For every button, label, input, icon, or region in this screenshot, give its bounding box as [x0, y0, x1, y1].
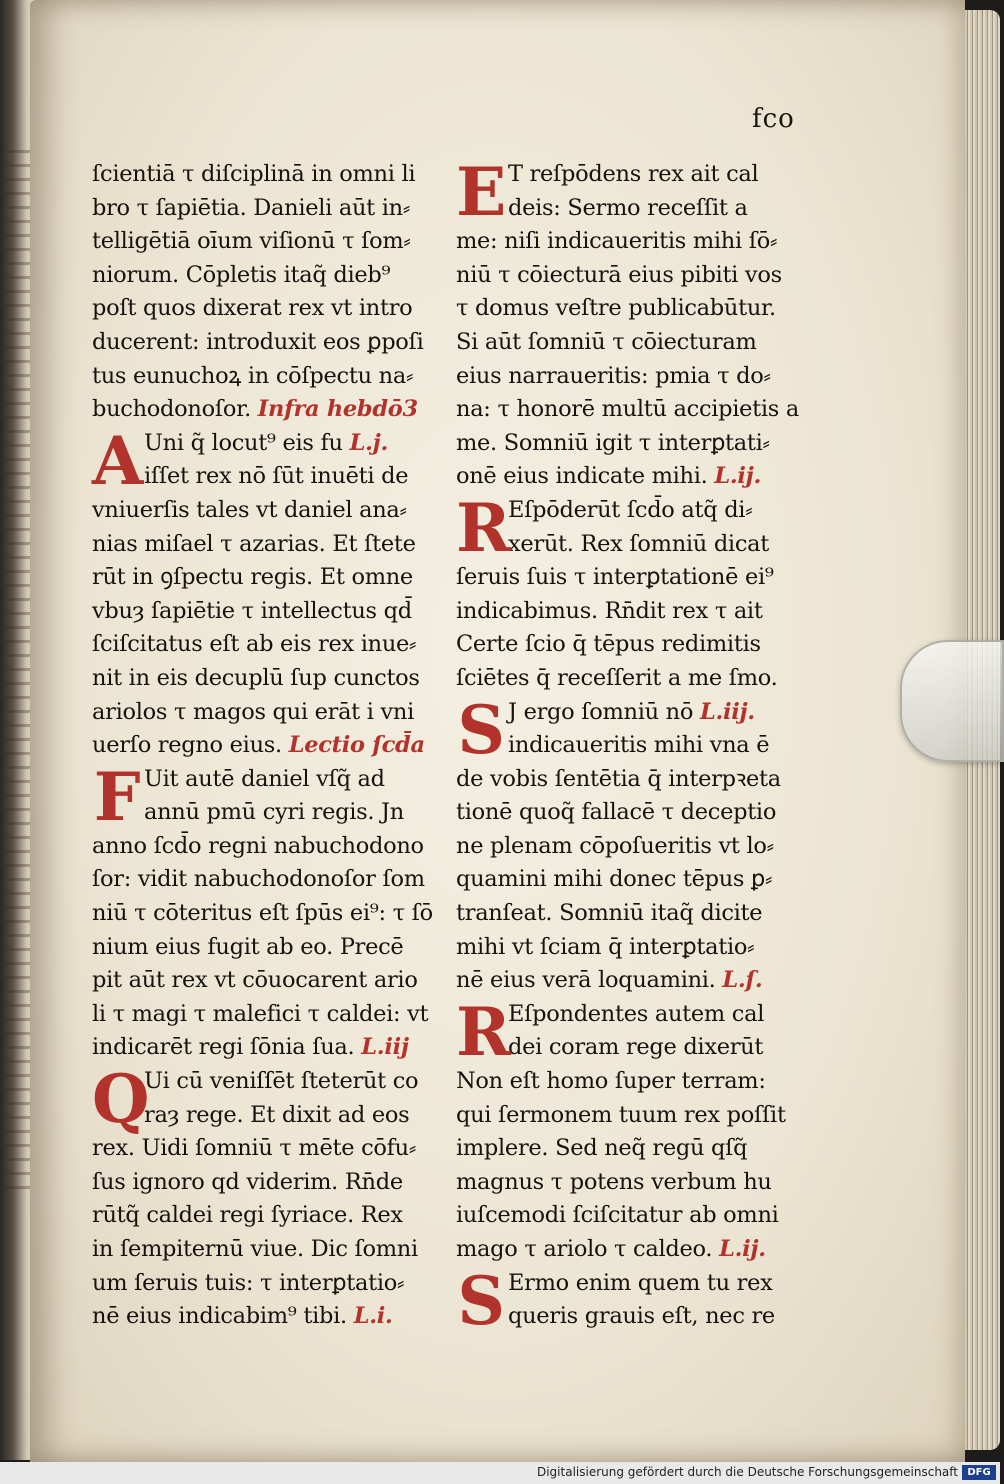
- text-line: [456, 628, 796, 662]
- dfg-logo: DFG: [962, 1465, 996, 1480]
- text-line: [456, 427, 796, 461]
- line-text: poſt quos dixerat rex vt intro: [92, 295, 413, 322]
- line-text: annū pmū cyri regis. Jn: [144, 799, 404, 826]
- line-text: Certe ſcio q̄ tēpus redimitis: [456, 631, 761, 658]
- text-line: [92, 1199, 432, 1233]
- line-text: dei coram rege dixerūt: [508, 1034, 764, 1061]
- rubric: Lectio ſcd̄a: [288, 732, 425, 759]
- line-text: anno ſcd̄o regni nabuchodono: [92, 832, 424, 859]
- text-line: [92, 628, 432, 662]
- line-text: tus eunuchoꝝ in cōſpectu na⸗: [92, 362, 414, 389]
- line-text: iſſet rex nō ſūt inuēti de: [144, 463, 409, 490]
- text-line: [92, 561, 432, 595]
- line-text: indicaueritis mihi vna ē: [508, 732, 770, 759]
- text-line: [456, 326, 796, 360]
- text-line: [92, 158, 432, 192]
- text-line: [92, 225, 432, 259]
- text-line: [456, 796, 796, 830]
- red-initial: F: [93, 757, 141, 836]
- red-initial: Q: [92, 1060, 150, 1139]
- text-line: [456, 830, 796, 864]
- line-text: vbuȝ ſapiētie τ intellectus qd̄: [92, 597, 412, 624]
- rubric: Infra hebdō3: [257, 396, 418, 423]
- line-text: telligētiā oīum viſionū τ ſom⸗: [92, 228, 411, 255]
- line-text: um ſeruis tuis: τ interꝑtatio⸗: [92, 1269, 405, 1296]
- line-text: nē eius verā loquamini.: [456, 967, 716, 994]
- text-line: [456, 931, 796, 965]
- line-text: Si aūt ſomniū τ cōiecturam: [456, 328, 757, 355]
- text-line: [456, 259, 796, 293]
- funding-notice: Digitalisierung gefördert durch die Deutsche Forschungsgemeinschaft: [536, 1465, 958, 1479]
- line-text: li τ magi τ malefici τ caldei: vt: [92, 1000, 429, 1027]
- text-line: [456, 393, 800, 427]
- text-line: [92, 528, 432, 562]
- text-line: [456, 1132, 796, 1166]
- line-text: eius narraueritis: pmia τ do⸗: [456, 362, 771, 389]
- line-text: Ermo enim quem tu rex: [508, 1269, 773, 1296]
- rubric: L.iij.: [699, 698, 755, 725]
- line-text: indicarēt regi ſōnia ſua.: [92, 1034, 355, 1061]
- text-line: [456, 662, 796, 696]
- line-text: mihi vt ſciam q̄ interꝑtatio⸗: [456, 933, 755, 960]
- left-text-column: [92, 158, 432, 1334]
- line-text: quamini mihi donec tēpus ꝑ⸗: [456, 866, 773, 893]
- line-text: me: niſi indicaueritis mihi ſō⸗: [456, 228, 778, 255]
- text-line: [456, 292, 796, 326]
- text-line: [92, 192, 432, 226]
- line-text: ſciētes q̄ receſſerit a me ſmo.: [456, 664, 778, 691]
- line-text: indicabimus. Rn̄dit rex τ ait: [456, 597, 763, 624]
- text-line: [92, 830, 432, 864]
- text-line: [456, 595, 796, 629]
- line-text: T reſpōdens rex ait cal: [508, 161, 759, 187]
- line-text: Ui cū veniſſēt ſteterūt co: [144, 1068, 419, 1095]
- text-line: [92, 494, 432, 528]
- text-line: [456, 360, 796, 394]
- line-text: Eſpondentes autem cal: [508, 1000, 765, 1027]
- text-line: [456, 1300, 796, 1334]
- text-line: [456, 1099, 796, 1133]
- text-line: [92, 931, 432, 965]
- text-line: [92, 662, 432, 696]
- text-line: [92, 259, 432, 293]
- line-text: nium eius fugit ab eo. Precē: [92, 933, 404, 960]
- text-line: [92, 460, 432, 494]
- line-text: tranſeat. Somniū itaq̃ dicite: [456, 900, 763, 927]
- text-line: [92, 1267, 432, 1301]
- line-text: pit aūt rex vt cōuocarent ario: [92, 967, 418, 994]
- rubric: L.ſ.: [722, 967, 763, 994]
- line-text: ſcientiā τ diſciplinā in omni li: [92, 161, 416, 187]
- rubric: L.ij.: [714, 463, 762, 490]
- text-line: [92, 863, 432, 897]
- rubric: L.i.: [353, 1303, 393, 1330]
- text-line: [456, 1233, 796, 1267]
- line-text: mago τ ariolo τ caldeo.: [456, 1236, 713, 1262]
- line-text: implere. Sed neq̃ regū qſq̃: [456, 1135, 748, 1162]
- text-line: [92, 796, 432, 830]
- right-text-column: [456, 153, 800, 1340]
- line-text: Uni q̃ locut⁹ eis fu: [144, 429, 343, 456]
- line-text: ariolos τ magos qui erāt i vni: [92, 698, 415, 725]
- line-text: na: τ honorē multū accipietis a: [456, 396, 800, 423]
- footer-bar: [0, 1462, 1000, 1484]
- clasp: [900, 640, 1004, 762]
- text-line: [92, 729, 432, 763]
- folio-number: fco: [752, 104, 795, 134]
- line-text: Eſpōderūt ſcd̄o atq̃ di⸗: [508, 496, 753, 523]
- line-text: J ergo ſomniū nō: [508, 698, 694, 725]
- line-text: deis: Sermo receſſit a: [508, 194, 748, 221]
- red-initial: R: [456, 992, 511, 1071]
- line-text: magnus τ potens verbum hu: [456, 1168, 772, 1195]
- text-line: [92, 360, 432, 394]
- red-initial: E: [456, 153, 507, 231]
- line-text: rūtq̃ caldei regi ſyriace. Rex: [92, 1202, 403, 1229]
- text-line: [92, 696, 432, 730]
- line-text: ſor: vidit nabuchodonoſor ſom: [92, 866, 425, 893]
- text-line: [92, 998, 432, 1032]
- text-line: [92, 393, 432, 427]
- line-text: iuſcemodi ſciſcitatur ab omni: [456, 1202, 779, 1229]
- rubric: L.ij.: [719, 1236, 766, 1262]
- text-line: [92, 1233, 432, 1267]
- line-text: tionē quoq̃ fallacē τ deceptio: [456, 799, 777, 826]
- line-text: ſciſcitatus eſt ab eis rex inue⸗: [92, 631, 417, 658]
- line-text: niorum. Cōpletis itaq̃ dieb⁹: [92, 261, 391, 288]
- red-initial: S: [457, 1261, 505, 1340]
- line-text: raȝ rege. Et dixit ad eos: [144, 1101, 410, 1128]
- line-text: qui ſermonem tuum rex poſſit: [456, 1101, 786, 1128]
- text-line: [456, 1166, 796, 1200]
- line-text: vniuerſis tales vt daniel ana⸗: [92, 496, 407, 523]
- text-line: [456, 863, 796, 897]
- text-line: [92, 292, 432, 326]
- line-text: rūt in ꝯſpectu regis. Et omne: [92, 564, 413, 591]
- text-line: [456, 1199, 796, 1233]
- text-line: [92, 326, 432, 360]
- line-text: niū τ cōiecturā eius pibiti vos: [456, 261, 782, 288]
- text-line: [456, 225, 796, 259]
- line-text: ſus ignoro qd viderim. Rn̄de: [92, 1168, 403, 1195]
- line-text: τ domus veſtre publicabūtur.: [456, 295, 776, 322]
- line-text: nias miſael τ azarias. Et ſtete: [92, 530, 416, 557]
- text-line: [456, 897, 796, 931]
- line-text: ducerent: introduxit eos ꝑpoſi: [92, 328, 424, 355]
- line-text: in ſempiternū viue. Dic ſomni: [92, 1236, 418, 1262]
- line-text: rex. Uidi ſomniū τ mēte cōfu⸗: [92, 1135, 417, 1162]
- line-text: xerūt. Rex ſomniū dicat: [508, 530, 769, 557]
- line-text: Non eſt homo ſuper terram:: [456, 1068, 766, 1095]
- rubric: L.j.: [349, 429, 389, 456]
- line-text: buchodonoſor.: [92, 396, 251, 423]
- text-line: [92, 595, 432, 629]
- red-initial: R: [456, 488, 511, 567]
- text-line: [92, 1166, 432, 1200]
- red-initial: S: [457, 690, 505, 769]
- line-text: niū τ cōteritus eſt ſpūs ei⁹: τ ſō: [92, 900, 433, 927]
- line-text: queris grauis eſt, nec re: [508, 1303, 775, 1330]
- text-line: [456, 192, 796, 226]
- red-initial: A: [92, 421, 143, 500]
- line-text: ſeruis ſuis τ interꝑtationē ei⁹: [456, 564, 774, 591]
- text-line: [92, 964, 432, 998]
- line-text: uerſo regno eius.: [92, 732, 282, 759]
- line-text: ne plenam cōpoſueritis vt lo⸗: [456, 832, 774, 859]
- facing-page-bleed: [6, 150, 30, 1200]
- text-line: [92, 1300, 432, 1334]
- line-text: me. Somniū igit τ interꝑtati⸗: [456, 429, 770, 456]
- text-line: [456, 763, 796, 797]
- line-text: Uit autē daniel vſq̃ ad: [144, 765, 385, 792]
- line-text: nē eius indicabim⁹ tibi.: [92, 1303, 347, 1330]
- rubric: L.iij: [361, 1034, 409, 1061]
- line-text: nit in eis decuplū ſup cunctos: [92, 664, 420, 691]
- text-line: [456, 729, 796, 763]
- line-text: bro τ ſapiētia. Danieli aūt in⸗: [92, 194, 411, 221]
- line-text: onē eius indicate mihi.: [456, 463, 708, 490]
- text-line: [92, 897, 432, 931]
- line-text: de vobis ſentētia q̄ interpꝛeta: [456, 765, 781, 792]
